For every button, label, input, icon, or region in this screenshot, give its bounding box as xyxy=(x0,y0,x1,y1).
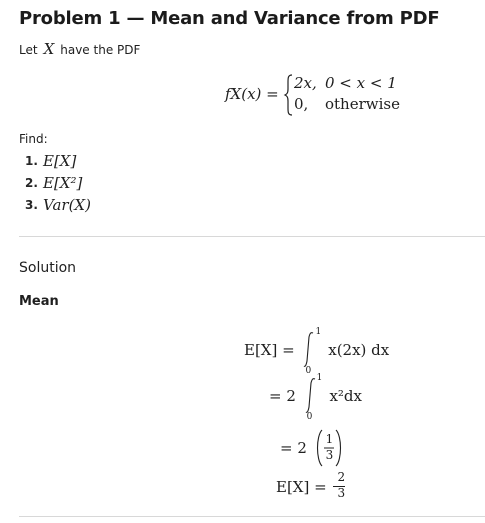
fraction-numerator: 2 xyxy=(337,470,346,484)
page-title: Problem 1 — Mean and Variance from PDF xyxy=(19,8,440,29)
list-item xyxy=(25,172,91,194)
derivation-line-4 xyxy=(276,470,349,504)
mean-heading: Mean xyxy=(19,294,59,309)
pdf-case-1-value: 2x, xyxy=(294,74,317,92)
pdf-case-1-condition: 0 < x < 1 xyxy=(325,74,397,92)
fraction-denominator: 3 xyxy=(325,448,334,462)
pdf-case-2-value: 0, xyxy=(294,95,309,113)
derivation-line-1 xyxy=(244,327,390,376)
parenthesized-fraction xyxy=(314,428,344,468)
mean-derivation xyxy=(236,318,396,508)
integral-icon xyxy=(305,373,323,422)
derivation-lhs: E[X] = xyxy=(276,478,327,496)
derivation-line-2 xyxy=(269,373,362,422)
final-fraction xyxy=(331,470,349,504)
random-variable-symbol: X xyxy=(43,40,55,58)
integral-lower-limit: 0 xyxy=(306,412,313,422)
pdf-lhs: fX(x) = xyxy=(225,85,279,103)
derivation-lhs: = 2 xyxy=(280,439,307,457)
intro-sentence xyxy=(19,40,140,58)
list-number: 3. xyxy=(25,198,38,212)
integrand: x(2x) dx xyxy=(328,341,390,359)
integral-upper-limit: 1 xyxy=(315,327,322,337)
derivation-lhs: = 2 xyxy=(269,387,296,405)
expectation-expression: E[X] xyxy=(43,152,77,170)
left-brace-icon xyxy=(284,74,294,116)
list-number: 2. xyxy=(25,176,38,190)
integral-icon xyxy=(303,327,322,376)
section-divider xyxy=(19,516,485,517)
integral-upper-limit: 1 xyxy=(316,373,323,383)
list-number: 1. xyxy=(25,154,38,168)
list-item xyxy=(25,150,91,172)
find-list xyxy=(25,150,91,216)
intro-prefix: Let xyxy=(19,43,38,57)
solution-heading: Solution xyxy=(19,260,77,276)
integrand: x²dx xyxy=(329,387,362,405)
derivation-lhs: E[X] = xyxy=(244,341,295,359)
pdf-definition xyxy=(225,70,425,118)
list-item xyxy=(25,194,91,216)
variance-expression: Var(X) xyxy=(43,196,91,214)
derivation-line-3 xyxy=(280,428,344,468)
pdf-case-2-condition: otherwise xyxy=(325,95,400,113)
find-label: Find: xyxy=(19,132,48,146)
second-moment-expression: E[X²] xyxy=(43,174,83,192)
fraction-numerator: 1 xyxy=(325,432,334,446)
fraction-denominator: 3 xyxy=(337,486,346,500)
section-divider xyxy=(19,236,485,237)
intro-suffix: have the PDF xyxy=(60,43,141,57)
integral-lower-limit: 0 xyxy=(305,366,312,376)
